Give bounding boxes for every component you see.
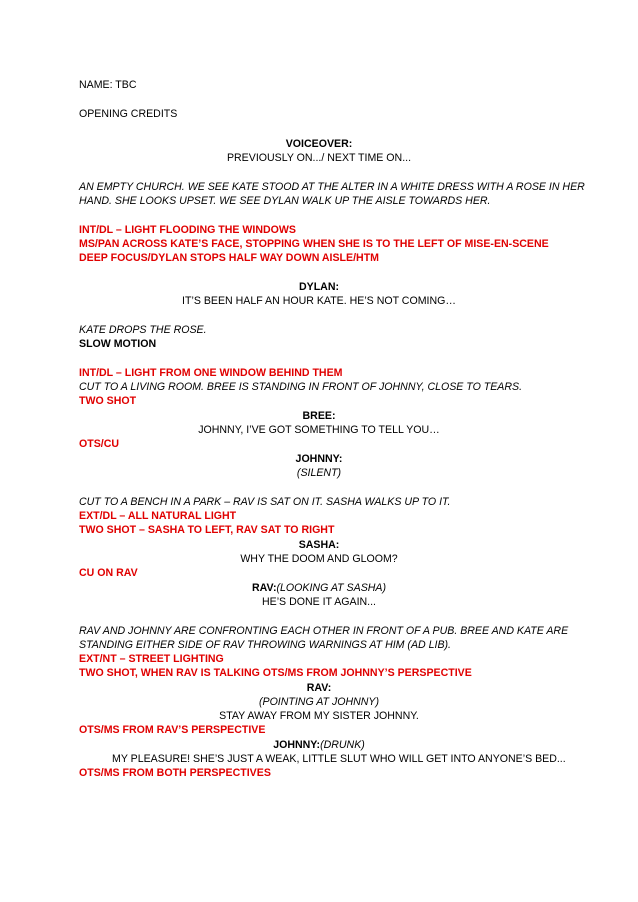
dialogue-dylan: IT’S BEEN HALF AN HOUR KATE. HE’S NOT COMING… [182, 295, 456, 307]
character-dylan: DYLAN: [298, 281, 340, 293]
shot-note: MS/PAN ACROSS KATE’S FACE, STOPPING WHEN SHE IS TO THE LEFT OF MISE-EN-SCENE [79, 238, 549, 250]
action-church-1: AN EMPTY CHURCH. WE SEE KATE STOOD AT THE ALTER IN A WHITE DRESS WITH A ROSE IN HER [79, 181, 585, 193]
action-living-room: CUT TO A LIVING ROOM. BREE IS STANDING IN FRONT OF JOHNNY, CLOSE TO TEARS. [79, 381, 523, 393]
dialogue-bree: JOHNNY, I’VE GOT SOMETHING TO TELL YOU… [198, 424, 440, 436]
dialogue-rav: HE’S DONE IT AGAIN... [261, 596, 376, 608]
dialogue-johnny: MY PLEASURE! SHE’S JUST A WEAK, LITTLE SLUT WHO WILL GET INTO ANYONE’S BED... [112, 753, 566, 765]
shot-note: OTS/MS FROM RAV’S PERSPECTIVE [79, 724, 266, 736]
shot-note: CU ON RAV [79, 567, 138, 579]
action-pub-2: STANDING EITHER SIDE OF RAV THROWING WARNINGS AT HIM (AD LIB). [79, 639, 451, 651]
script-name: NAME: TBC [79, 79, 137, 91]
character-johnny: JOHNNY: [273, 739, 321, 751]
character-rav-line [79, 582, 559, 595]
dialogue-voiceover: PREVIOUSLY ON.../ NEXT TIME ON... [226, 152, 412, 164]
shot-note: EXT/DL – ALL NATURAL LIGHT [79, 510, 237, 522]
shot-note: EXT/NT – STREET LIGHTING [79, 653, 224, 665]
shot-note: DEEP FOCUS/DYLAN STOPS HALF WAY DOWN AISLE/HTM [79, 252, 379, 264]
shot-note: INT/DL – LIGHT FROM ONE WINDOW BEHIND THEM [79, 367, 343, 379]
action-rose: KATE DROPS THE ROSE. [79, 324, 207, 336]
character-voiceover: VOICEOVER: [285, 138, 353, 150]
slow-motion-note: SLOW MOTION [79, 338, 157, 350]
parenthetical-rav: (LOOKING AT SASHA) [276, 582, 387, 594]
character-rav: RAV: [251, 582, 277, 594]
action-pub-1: RAV AND JOHNNY ARE CONFRONTING EACH OTHER IN FRONT OF A PUB. BREE AND KATE ARE [79, 625, 569, 637]
dialogue-rav: STAY AWAY FROM MY SISTER JOHNNY. [219, 710, 419, 722]
opening-credits: OPENING CREDITS [79, 108, 178, 120]
parenthetical-johnny: (DRUNK) [320, 739, 365, 751]
shot-note: TWO SHOT [79, 395, 137, 407]
shot-note: TWO SHOT, WHEN RAV IS TALKING OTS/MS FROM JOHNNY’S PERSPECTIVE [79, 667, 472, 679]
parenthetical-johnny: (SILENT) [296, 467, 342, 479]
parenthetical-rav: (POINTING AT JOHNNY) [258, 696, 380, 708]
character-johnny-line [79, 739, 559, 752]
character-bree: BREE: [302, 410, 336, 422]
character-sasha: SASHA: [298, 539, 340, 551]
shot-note: OTS/MS FROM BOTH PERSPECTIVES [79, 767, 271, 779]
character-johnny: JOHNNY: [295, 453, 343, 465]
dialogue-sasha: WHY THE DOOM AND GLOOM? [240, 553, 398, 565]
shot-note: INT/DL – LIGHT FLOODING THE WINDOWS [79, 224, 296, 236]
action-park: CUT TO A BENCH IN A PARK – RAV IS SAT ON IT. SASHA WALKS UP TO IT. [79, 496, 451, 508]
shot-note: TWO SHOT – SASHA TO LEFT, RAV SAT TO RIGHT [79, 524, 335, 536]
action-church-2: HAND. SHE LOOKS UPSET. WE SEE DYLAN WALK UP THE AISLE TOWARDS HER. [79, 195, 491, 207]
shot-note: OTS/CU [79, 438, 120, 450]
character-rav: RAV: [306, 682, 332, 694]
